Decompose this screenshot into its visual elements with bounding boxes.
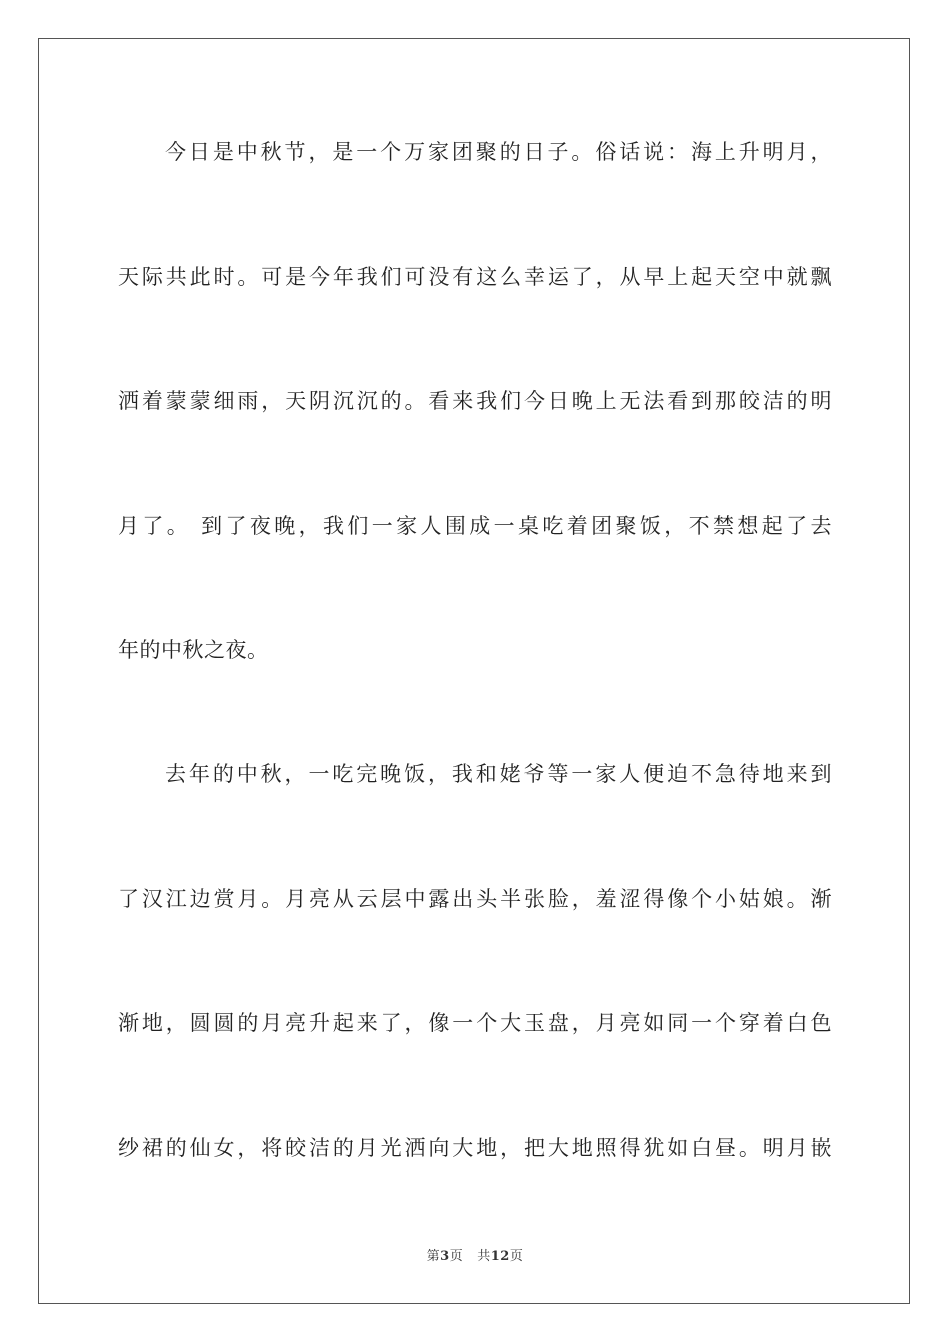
page-border — [38, 38, 910, 1304]
body-text-line-2: 天际共此时。可是今年我们可没有这么幸运了，从早上起天空中就飘 — [118, 265, 832, 289]
body-text-line-5: 年的中秋之夜。 — [118, 638, 269, 662]
body-text-line-8: 渐地，圆圆的月亮升起来了，像一个大玉盘，月亮如同一个穿着白色 — [118, 1011, 832, 1035]
body-text-line-3: 洒着蒙蒙细雨，天阴沉沉的。看来我们今日晚上无法看到那皎洁的明 — [118, 389, 832, 413]
body-text-line-4: 月了。 到了夜晚，我们一家人围成一桌吃着团聚饭，不禁想起了去 — [118, 514, 832, 538]
body-text-line-6: 去年的中秋，一吃完晚饭，我和姥爷等一家人便迫不急待地来到 — [165, 762, 832, 786]
page-total: 共12页 — [477, 1249, 524, 1264]
body-text-line-7: 了汉江边赏月。月亮从云层中露出头半张脸，羞涩得像个小姑娘。渐 — [118, 887, 832, 911]
body-text-line-9: 纱裙的仙女，将皎洁的月光洒向大地，把大地照得犹如白昼。明月嵌 — [118, 1136, 832, 1160]
page-number: 第3页 — [426, 1249, 464, 1264]
page-footer — [0, 1245, 950, 1264]
body-text-line-1: 今日是中秋节，是一个万家团聚的日子。俗话说：海上升明月， — [165, 140, 832, 164]
